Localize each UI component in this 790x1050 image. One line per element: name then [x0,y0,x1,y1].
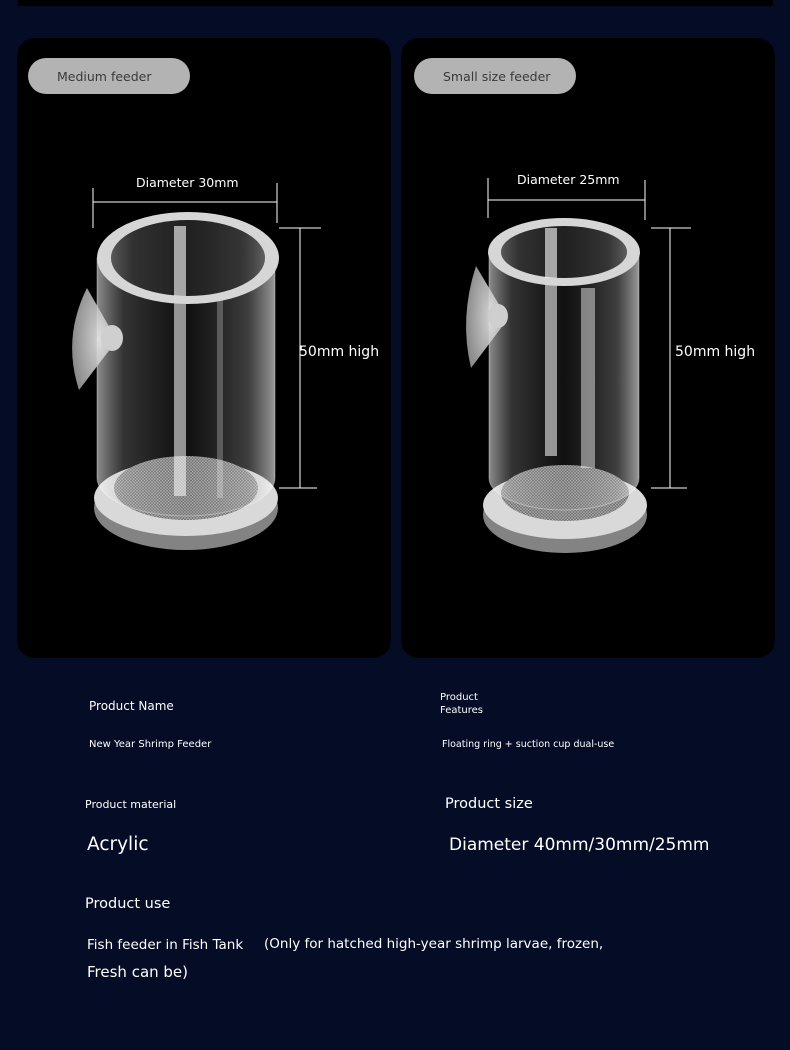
product-size-label: Product size [445,796,533,812]
small-feeder-panel [401,38,775,658]
product-features-label-line1: Product [440,692,478,703]
small-diameter-label: Diameter 25mm [517,172,620,187]
top-bar [18,0,773,6]
product-features-value: Floating ring + suction cup dual-use [442,739,615,750]
medium-feeder-panel [17,38,391,658]
medium-feeder-badge: Medium feeder [28,58,190,94]
product-use-value-part2: (Only for hatched high-year shrimp larvae, frozen, [264,936,604,952]
medium-diameter-label: Diameter 30mm [136,175,239,190]
small-height-label: 50mm high [675,344,756,360]
product-use-label: Product use [85,896,171,912]
product-material-value: Acrylic [87,834,149,855]
product-material-label: Product material [85,798,177,811]
product-features-label-line2: Features [440,705,483,716]
small-feeder-badge: Small size feeder [414,58,576,94]
product-use-value-part1: Fish feeder in Fish Tank [87,937,244,953]
product-name-value: New Year Shrimp Feeder [89,739,212,750]
product-name-label: Product Name [89,699,174,713]
medium-height-label: 50mm high [299,344,380,360]
product-use-value-line2: Fresh can be) [87,963,189,981]
product-size-value: Diameter 40mm/30mm/25mm [449,835,710,855]
